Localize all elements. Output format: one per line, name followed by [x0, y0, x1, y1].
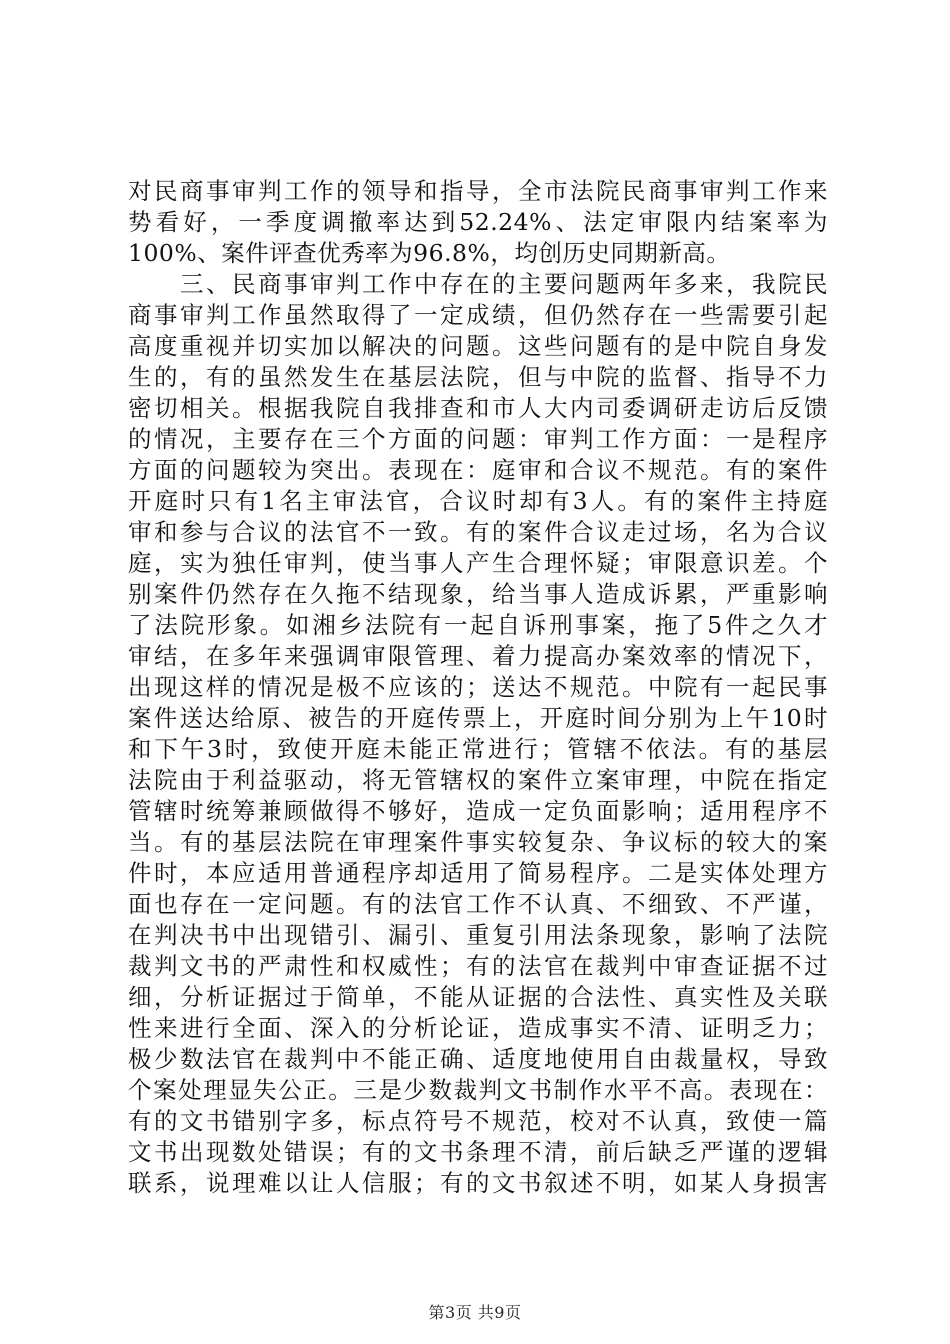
text-line: 法院由于利益驱动，将无管辖权的案件立案审理，中院在指定: [128, 766, 828, 794]
text-line: 性来进行全面、深入的分析论证，造成事实不清、证明乏力；: [128, 1014, 828, 1042]
text-line: 开庭时只有1名主审法官，合议时却有3人。有的案件主持庭: [128, 487, 828, 515]
text-line: 的情况，主要存在三个方面的问题：审判工作方面：一是程序: [128, 425, 828, 453]
text-line: 商事审判工作虽然取得了一定成绩，但仍然存在一些需要引起: [128, 301, 828, 329]
text-line: 在判决书中出现错引、漏引、重复引用法条现象，影响了法院: [128, 921, 828, 949]
text-line: 联系，说理难以让人信服；有的文书叙述不明，如某人身损害: [128, 1169, 828, 1197]
text-line: 和下午3时，致使开庭未能正常进行；管辖不依法。有的基层: [128, 735, 828, 763]
text-line: 100%、案件评查优秀率为96.8%，均创历史同期新高。: [128, 239, 731, 267]
text-line: 高度重视并切实加以解决的问题。这些问题有的是中院自身发: [128, 332, 828, 360]
text-line: 三、民商事审判工作中存在的主要问题两年多来，我院民: [128, 270, 828, 298]
text-line: 极少数法官在裁判中不能正确、适度地使用自由裁量权，导致: [128, 1045, 828, 1073]
text-line: 庭，实为独任审判，使当事人产生合理怀疑；审限意识差。个: [128, 549, 828, 577]
text-line: 密切相关。根据我院自我排查和市人大内司委调研走访后反馈: [128, 394, 828, 422]
text-line: 面也存在一定问题。有的法官工作不认真、不细致、不严谨，: [128, 890, 828, 918]
text-line: 生的，有的虽然发生在基层法院，但与中院的监督、指导不力: [128, 363, 828, 391]
page-footer: 第3页 共9页: [428, 1303, 522, 1322]
text-line: 当。有的基层法院在审理案件事实较复杂、争议标的较大的案: [128, 828, 828, 856]
text-line: 了法院形象。如湘乡法院有一起自诉刑事案，拖了5件之久才: [128, 611, 828, 639]
text-line: 势看好，一季度调撤率达到52.24%、法定审限内结案率为: [128, 208, 828, 236]
text-line: 对民商事审判工作的领导和指导，全市法院民商事审判工作来: [128, 177, 828, 205]
text-line: 审结，在多年来强调审限管理、着力提高办案效率的情况下，: [128, 642, 828, 670]
text-line: 细，分析证据过于简单，不能从证据的合法性、真实性及关联: [128, 983, 828, 1011]
text-line: 别案件仍然存在久拖不结现象，给当事人造成诉累，严重影响: [128, 580, 828, 608]
text-line: 出现这样的情况是极不应该的；送达不规范。中院有一起民事: [128, 673, 828, 701]
text-line: 管辖时统筹兼顾做得不够好，造成一定负面影响；适用程序不: [128, 797, 828, 825]
text-line: 审和参与合议的法官不一致。有的案件合议走过场，名为合议: [128, 518, 828, 546]
text-line: 案件送达给原、被告的开庭传票上，开庭时间分别为上午10时: [128, 704, 828, 732]
text-line: 件时，本应适用普通程序却适用了简易程序。二是实体处理方: [128, 859, 828, 887]
text-line: 方面的问题较为突出。表现在：庭审和合议不规范。有的案件: [128, 456, 828, 484]
text-line: 有的文书错别字多，标点符号不规范，校对不认真，致使一篇: [128, 1107, 828, 1135]
text-line: 文书出现数处错误；有的文书条理不清，前后缺乏严谨的逻辑: [128, 1138, 828, 1166]
text-line: 裁判文书的严肃性和权威性；有的法官在裁判中审查证据不过: [128, 952, 828, 980]
text-line: 个案处理显失公正。三是少数裁判文书制作水平不高。表现在：: [128, 1076, 828, 1104]
body-text: [128, 176, 828, 1199]
